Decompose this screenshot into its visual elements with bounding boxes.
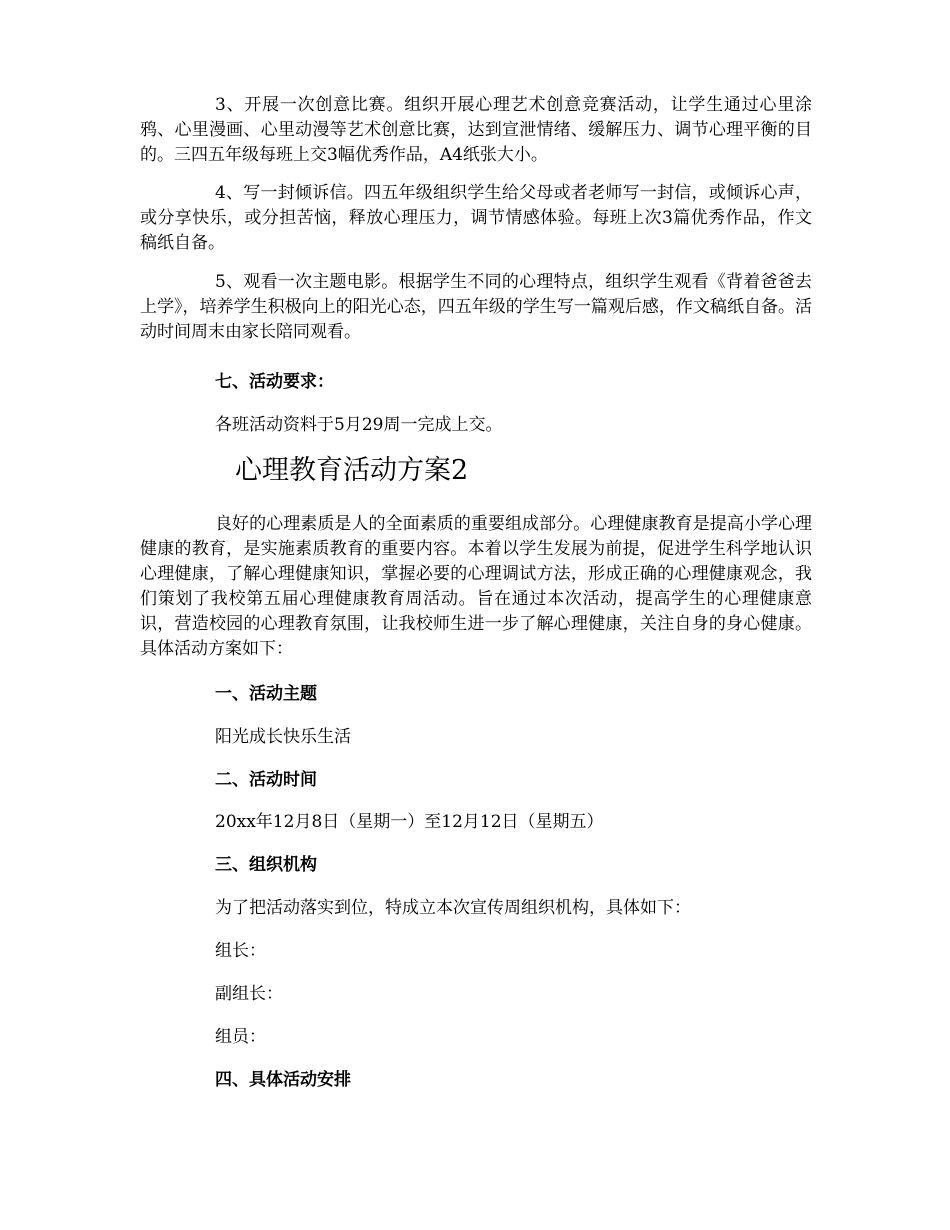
- heading-arrangement: 四、具体活动安排: [215, 1070, 351, 1090]
- requirements-text: 各班活动资料于5月29周一完成上交。: [215, 415, 503, 435]
- theme-text: 阳光成长快乐生活: [215, 727, 351, 747]
- heading-organization: 三、组织机构: [215, 855, 317, 875]
- heading-theme: 一、活动主题: [215, 684, 317, 704]
- paragraph-item-4: 4、写一封倾诉信。四五年级组织学生给父母或者老师写一封信，或倾诉心声，或分享快乐，或分担苦恼，释放心理压力，调节情感体验。每班上次3篇优秀作品，作文稿纸自备。: [140, 183, 812, 253]
- paragraph-item-3: 3、开展一次创意比赛。组织开展心理艺术创意竞赛活动，让学生通过心里涂鸦、心里漫画、心里动漫等艺术创意比赛，达到宣泄情绪、缓解压力、调节心理平衡的目的。三四五年级每班上交3幅优秀作品，A4纸张大小。: [140, 95, 812, 165]
- members-line: 组员：: [215, 1027, 266, 1047]
- heading-requirements: 七、活动要求：: [215, 372, 334, 392]
- leader-line: 组长：: [215, 941, 266, 961]
- heading-time: 二、活动时间: [215, 770, 317, 790]
- page-title: 心理教育活动方案2: [235, 455, 469, 486]
- time-text: 20xx年12月8日（星期一）至12月12日（星期五）: [215, 812, 604, 832]
- vice-leader-line: 副组长：: [215, 984, 283, 1004]
- paragraph-item-5: 5、观看一次主题电影。根据学生不同的心理特点，组织学生观看《背着爸爸去上学》，培养学生积极向上的阳光心态，四五年级的学生写一篇观后感，作文稿纸自备。活动时间周末由家长陪同观看。: [140, 272, 812, 342]
- intro-paragraph: 良好的心理素质是人的全面素质的重要组成部分。心理健康教育是提高小学心理健康的教育，是实施素质教育的重要内容。本着以学生发展为前提，促进学生科学地认识心理健康，了解心理健康知识，掌握必要的心理调试方法，形成正确的心理健康观念，我们策划了我校第五届心理健康教育周活动。旨在通过本次活动，提高学生的心理健康意识，营造校园的心理教育氛围，让我校师生进一步了解心理健康，关注自身的身心健康。具体活动方案如下：: [140, 514, 812, 659]
- organization-intro: 为了把活动落实到位，特成立本次宣传周组织机构，具体如下：: [215, 898, 691, 918]
